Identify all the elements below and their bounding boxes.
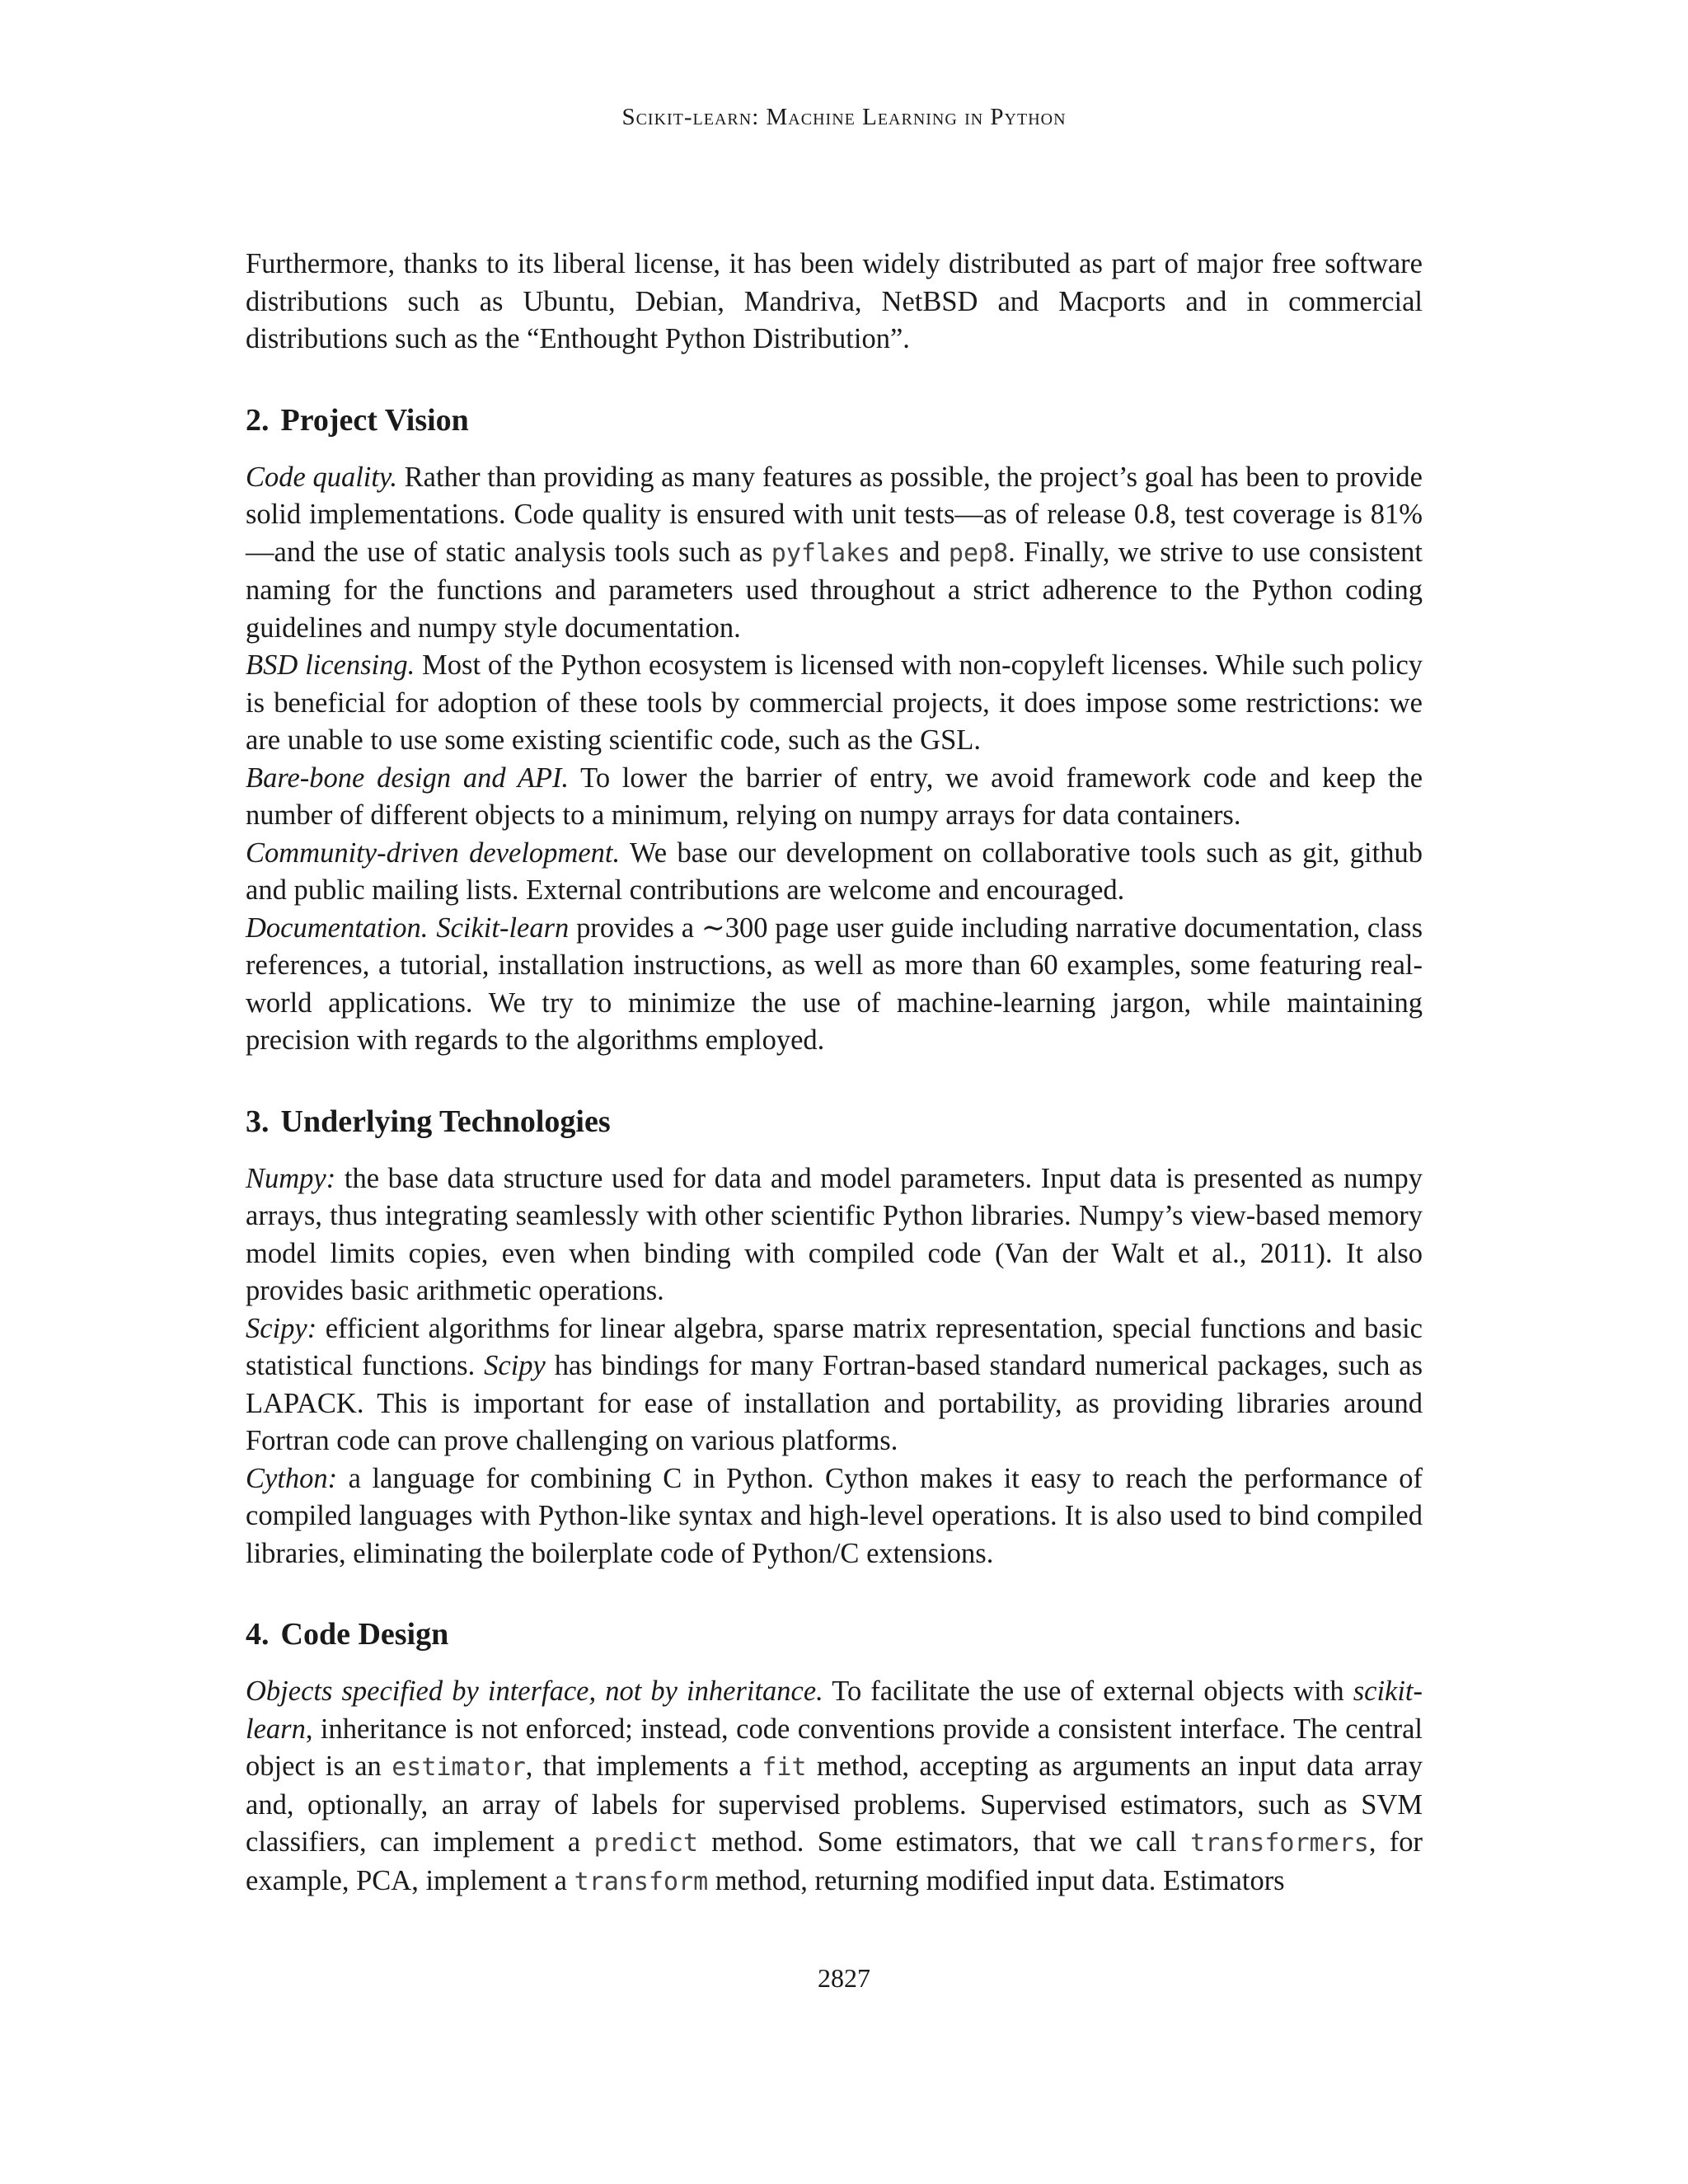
run-in-label: Numpy: <box>246 1162 336 1194</box>
section-number: 4. <box>246 1617 270 1652</box>
run-in-label: BSD licensing. <box>246 649 415 681</box>
paragraph-bare-bone-design <box>246 760 1423 835</box>
text-run: has bindings for many Fortran-based standard numerical packages, such as LAPACK. This is important for ease of installation and portability, as providing libraries around Fortran code can prove challenging on various platforms. <box>246 1350 1423 1456</box>
run-in-label: Cython: <box>246 1462 338 1494</box>
text-run: , for example, PCA, implement a <box>246 1826 1423 1896</box>
section-heading-underlying-technologies <box>246 1101 1423 1142</box>
code-term: fit <box>762 1753 807 1782</box>
section-title: Underlying Technologies <box>280 1104 611 1139</box>
paragraph-numpy <box>246 1160 1423 1310</box>
italic-term: Scikit-learn <box>436 912 570 944</box>
section-title: Code Design <box>280 1617 449 1652</box>
section-heading-code-design <box>246 1614 1423 1655</box>
run-in-label: Community-driven development. <box>246 837 621 869</box>
text-run: the base data structure used for data and model parameters. Input data is presented as numpy arrays, thus integrating seamlessly with other scientific Python libraries. Numpy’s view-based memory model limits copies, even when binding with compiled code (Van der Walt et al., 2011). It also provides basic arithmetic operations. <box>246 1162 1423 1306</box>
text-run: method, accepting as arguments an input data array and, optionally, an array of labels for supervised problems. Supervised estimators, such as SVM classifiers, can implement a <box>246 1750 1423 1858</box>
text-run: and <box>890 536 949 568</box>
text-run: We base our development on collaborative tools such as git, github and public mailing lists. External contributions are welcome and encouraged. <box>246 837 1423 906</box>
section-title: Project Vision <box>280 402 469 438</box>
italic-term: scikit-learn <box>246 1675 1423 1745</box>
run-in-label: Bare-bone design and API. <box>246 762 570 794</box>
run-in-label: Objects specified by interface, not by inheritance. <box>246 1675 823 1707</box>
run-in-label: Scipy: <box>246 1312 317 1344</box>
text-run: . Finally, we strive to use consistent naming for the functions and parameters used throughout a strict adherence to the Python coding guidelines and numpy style documentation. <box>246 536 1423 644</box>
code-term: transform <box>574 1867 709 1896</box>
text-run: method. Some estimators, that we call <box>698 1826 1191 1858</box>
text-run: method, returning modified input data. Estimators <box>708 1864 1285 1896</box>
code-term: transformers <box>1190 1829 1369 1858</box>
italic-term: Scipy <box>484 1350 546 1381</box>
paragraph-community-driven <box>246 835 1423 910</box>
text-run: , that implements a <box>525 1750 762 1782</box>
text-run: To lower the barrier of entry, we avoid framework code and keep the number of different objects to a minimum, relying on numpy arrays for data containers. <box>246 762 1423 831</box>
paragraph-documentation <box>246 910 1423 1060</box>
section-number: 2. <box>246 402 270 438</box>
code-term: pep8 <box>948 538 1009 568</box>
text-run: efficient algorithms for linear algebra, sparse matrix representation, special functions and basic statistical functions. <box>246 1312 1423 1381</box>
code-term: predict <box>593 1829 698 1858</box>
text-run: , inheritance is not enforced; instead, code conventions provide a consistent interface. The central object is an <box>246 1713 1423 1782</box>
section-heading-project-vision <box>246 400 1423 441</box>
text-run: To facilitate the use of external objects with <box>823 1675 1353 1707</box>
code-term: estimator <box>392 1753 526 1782</box>
code-term: pyflakes <box>771 538 891 568</box>
page-body <box>246 246 1423 1900</box>
intro-paragraph: Furthermore, thanks to its liberal license, it has been widely distributed as part of major free software distributions such as Ubuntu, Debian, Mandriva, NetBSD and Macports and in commercial distributions such as the “Enthought Python Distribution”. <box>246 248 1423 354</box>
section-number: 3. <box>246 1104 270 1139</box>
paragraph-bsd-licensing <box>246 647 1423 760</box>
page-number: 2827 <box>818 1963 870 1993</box>
paragraph-objects-interface <box>246 1673 1423 1900</box>
paragraph-cython <box>246 1460 1423 1573</box>
run-in-label: Code quality. <box>246 461 398 493</box>
running-head: Scikit-learn: Machine Learning in Python <box>621 104 1067 130</box>
text-run: Rather than providing as many features as possible, the project’s goal has been to provide solid implementations. Code quality is ensured with unit tests—as of release 0.8, test coverage is 81%—and the use of static analysis tools such as <box>246 461 1423 568</box>
text-run: Most of the Python ecosystem is licensed with non-copyleft licenses. While such policy is beneficial for adoption of these tools by commercial projects, it does impose some restrictions: we are unable to use some existing scientific code, such as the GSL. <box>246 649 1423 756</box>
text-run: provides a ∼300 page user guide including narrative documentation, class references, a tutorial, installation instructions, as well as more than 60 examples, some featuring real-world applications. We try to minimize the use of machine-learning jargon, while maintaining precision with regards to the algorithms employed. <box>246 912 1423 1056</box>
run-in-label: Documentation. <box>246 912 429 944</box>
paragraph-code-quality <box>246 459 1423 648</box>
text-run: a language for combining C in Python. Cython makes it easy to reach the performance of compiled languages with Python-like syntax and high-level operations. It is also used to bind compiled libraries, eliminating the boilerplate code of Python/C extensions. <box>246 1462 1423 1569</box>
paragraph-scipy <box>246 1310 1423 1460</box>
